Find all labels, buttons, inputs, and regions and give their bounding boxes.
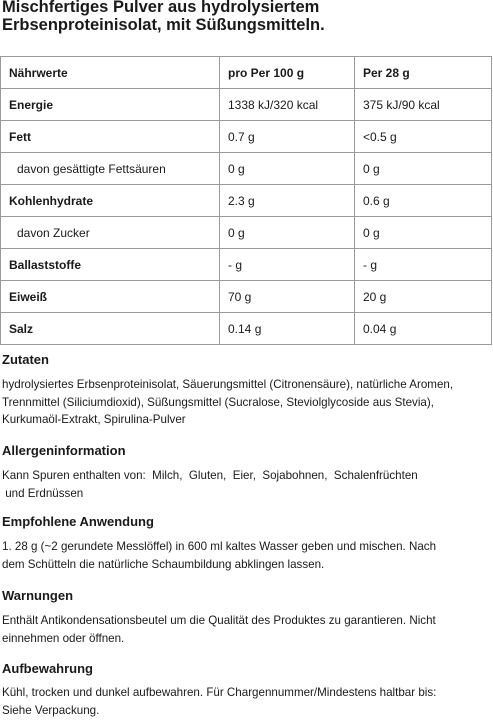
text-line: 1. 28 g (~2 gerundete Messlöffel) in 600 ml kaltes Wasser geben und mischen. Nach <box>2 540 437 553</box>
zutaten-text <box>2 376 490 429</box>
text-line: Trennmittel (Siliciumdioxid), Süßungsmittel (Sucralose, Steviolglycoside aus Stevia), <box>2 395 434 409</box>
table-row <box>1 281 492 313</box>
text-line: Kann Spuren enthalten von: Milch, Gluten, Eier, Sojabohnen, Schalenfrüchten <box>2 469 418 482</box>
table-row <box>1 153 492 185</box>
warnungen-text <box>2 612 490 647</box>
nutrient-per28: - g <box>355 249 492 281</box>
table-row <box>1 89 492 121</box>
header-per-100g: pro Per 100 g <box>220 57 355 89</box>
nutrient-per28: 375 kJ/90 kcal <box>355 89 492 121</box>
product-description-title <box>2 0 490 34</box>
nutrient-per28: 0 g <box>355 217 492 249</box>
header-naehrwerte: Nährwerte <box>1 57 220 89</box>
text-line: einnehmen oder öffnen. <box>2 631 125 645</box>
warnungen-heading: Warnungen <box>2 588 74 603</box>
text-line: Siehe Verpackung. <box>2 703 100 717</box>
nutrient-per100: - g <box>220 249 355 281</box>
nutrient-name: Kohlenhydrate <box>1 185 220 217</box>
nutrient-name: Ballaststoffe <box>1 249 220 281</box>
aufbewahrung-heading: Aufbewahrung <box>2 661 93 676</box>
nutrient-name: Eiweiß <box>1 281 220 313</box>
nutrition-table <box>0 56 492 345</box>
nutrient-name: Salz <box>1 313 220 345</box>
nutrient-name: davon Zucker <box>1 217 220 249</box>
anwendung-heading: Empfohlene Anwendung <box>2 514 154 529</box>
title-line: Erbsenproteinisolat, mit Süßungsmitteln. <box>2 16 325 34</box>
nutrient-name: Fett <box>1 121 220 153</box>
table-row <box>1 121 492 153</box>
nutrient-per100: 70 g <box>220 281 355 313</box>
allergen-text <box>2 467 490 502</box>
nutrient-per28: 0.6 g <box>355 185 492 217</box>
table-row <box>1 313 492 345</box>
table-row <box>1 249 492 281</box>
nutrient-name: Energie <box>1 89 220 121</box>
nutrient-per100: 0 g <box>220 153 355 185</box>
nutrient-name: davon gesättigte Fettsäuren <box>1 153 220 185</box>
text-line: Kühl, trocken und dunkel aufbewahren. Für Chargennummer/Mindestens haltbar bis: <box>2 686 437 699</box>
nutrient-per100: 2.3 g <box>220 185 355 217</box>
zutaten-heading: Zutaten <box>2 352 49 367</box>
nutrient-per28: 0 g <box>355 153 492 185</box>
text-line: Enthält Antikondensationsbeutel um die Qualität des Produktes zu garantieren. Nicht <box>2 614 436 627</box>
nutrient-per100: 0.14 g <box>220 313 355 345</box>
text-line: dem Schütteln die natürliche Schaumbildung abklingen lassen. <box>2 557 325 571</box>
nutrient-per28: <0.5 g <box>355 121 492 153</box>
nutrient-per28: 20 g <box>355 281 492 313</box>
nutrient-per100: 0 g <box>220 217 355 249</box>
anwendung-text <box>2 538 490 573</box>
nutrient-per100: 1338 kJ/320 kcal <box>220 89 355 121</box>
allergen-heading: Allergeninformation <box>2 443 126 458</box>
text-line: Kurkumaöl-Extrakt, Spirulina-Pulver <box>2 413 186 426</box>
header-per-28g: Per 28 g <box>355 57 492 89</box>
title-line: Mischfertiges Pulver aus hydrolysiertem <box>2 0 320 16</box>
nutrition-header-row <box>1 57 492 89</box>
text-line: und Erdnüssen <box>2 486 84 500</box>
table-row <box>1 217 492 249</box>
text-line: hydrolysiertes Erbsenproteinisolat, Säuerungsmittel (Citronensäure), natürliche Aromen, <box>2 378 454 391</box>
table-row <box>1 185 492 217</box>
nutrient-per28: 0.04 g <box>355 313 492 345</box>
nutrient-per100: 0.7 g <box>220 121 355 153</box>
aufbewahrung-text <box>2 684 490 719</box>
